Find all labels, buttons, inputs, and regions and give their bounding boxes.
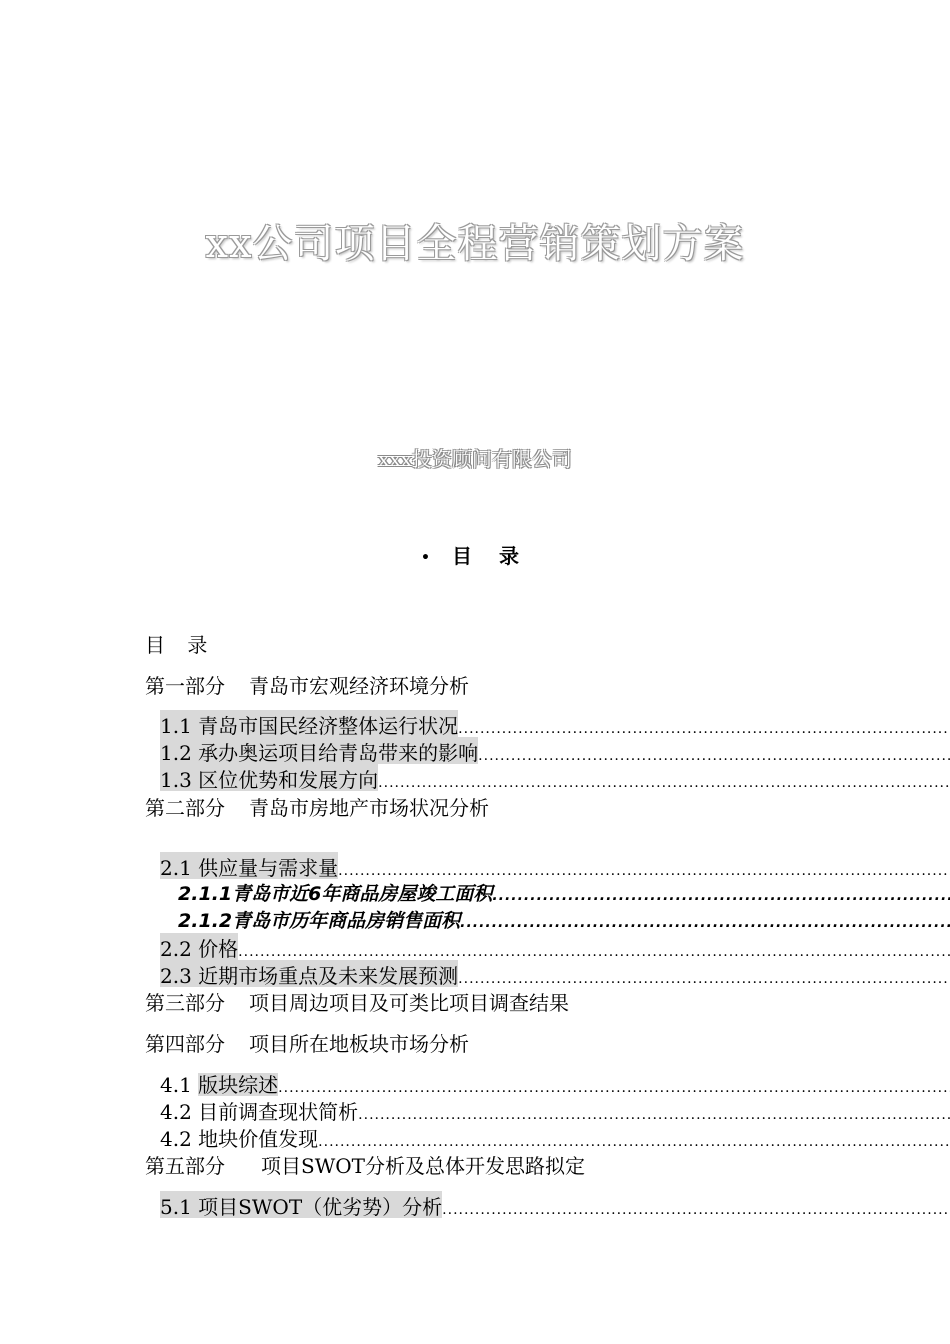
entry-title: 近期市场重点及未来发展预测 — [198, 964, 459, 987]
toc-entry[interactable] — [160, 1096, 950, 1123]
toc-label: 目 录 — [145, 633, 216, 657]
toc-entry[interactable] — [178, 906, 950, 933]
dot-leader — [458, 721, 950, 737]
part-title: 项目SWOT分析及总体开发思路拟定 — [261, 1154, 585, 1178]
dot-leader — [318, 1134, 950, 1150]
part-title: 项目周边项目及可类比项目调查结果 — [249, 991, 569, 1015]
entry-title: 青岛市历年商品房销售面积 — [232, 910, 461, 932]
part-number: 第一部分 — [145, 674, 225, 698]
part-number: 第二部分 — [145, 796, 225, 820]
entry-number: 2.2 — [160, 937, 192, 960]
part-number: 第五部分 — [145, 1154, 225, 1178]
entry-number: 2.3 — [160, 964, 192, 987]
entry-number: 1.2 — [160, 741, 192, 764]
toc-entry[interactable] — [160, 1069, 950, 1096]
document-title: xx公司项目全程营销策划方案 — [205, 221, 745, 267]
entry-title: 地块价值发现 — [198, 1127, 319, 1150]
toc-entry[interactable] — [160, 933, 950, 960]
dot-leader — [358, 1107, 950, 1123]
toc-entry[interactable] — [160, 737, 950, 764]
dot-leader — [492, 888, 950, 904]
toc-entry[interactable] — [178, 879, 950, 906]
dot-leader — [442, 1202, 950, 1218]
entry-number: 4.2 — [160, 1127, 192, 1150]
entry-title: 区位优势和发展方向 — [198, 768, 379, 791]
toc-heading-text: 目 录 — [451, 544, 529, 568]
toc-entry[interactable] — [160, 1191, 950, 1218]
dot-leader — [478, 748, 950, 764]
part-title: 青岛市房地产市场状况分析 — [249, 796, 489, 820]
entry-number: 2.1.2 — [178, 910, 233, 932]
entry-title: 青岛市国民经济整体运行状况 — [198, 714, 459, 737]
toc-part[interactable] — [145, 987, 569, 1016]
entry-title: 供应量与需求量 — [198, 856, 339, 879]
dot-leader — [460, 915, 950, 931]
entry-title: 项目SWOT（优劣势）分析 — [198, 1195, 443, 1218]
entry-number: 4.2 — [160, 1100, 192, 1123]
toc-part[interactable] — [145, 792, 489, 821]
entry-title: 承办奥运项目给青岛带来的影响 — [198, 741, 479, 764]
toc-heading — [0, 540, 950, 569]
toc-part[interactable] — [145, 670, 469, 699]
toc-part[interactable] — [145, 1150, 585, 1179]
toc-entry[interactable] — [160, 852, 950, 879]
entry-number: 2.1.1 — [178, 883, 233, 905]
part-number: 第四部分 — [145, 1032, 225, 1056]
bullet-icon: • — [421, 549, 430, 566]
dot-leader — [458, 971, 950, 987]
toc-entry[interactable] — [160, 1123, 950, 1150]
entry-number: 1.3 — [160, 768, 192, 791]
company-name: xxx投资顾问有限公司 — [378, 447, 572, 471]
dot-leader — [238, 944, 950, 960]
toc-entry[interactable] — [160, 960, 950, 987]
entry-number: 5.1 — [160, 1195, 192, 1218]
dot-leader — [278, 1080, 950, 1096]
part-title: 青岛市宏观经济环境分析 — [249, 674, 469, 698]
entry-number: 2.1 — [160, 856, 192, 879]
part-title: 项目所在地板块市场分析 — [249, 1032, 469, 1056]
entry-title: 价格 — [198, 937, 239, 960]
dot-leader — [338, 863, 950, 879]
toc-entry[interactable] — [160, 710, 950, 737]
entry-title: 目前调查现状简析 — [198, 1100, 359, 1123]
dot-leader — [378, 775, 950, 791]
entry-number: 4.1 — [160, 1073, 192, 1096]
entry-number: 1.1 — [160, 714, 192, 737]
entry-title: 版块综述 — [198, 1073, 279, 1096]
toc-part[interactable] — [145, 1028, 469, 1057]
toc-entry[interactable] — [160, 764, 950, 791]
part-number: 第三部分 — [145, 991, 225, 1015]
entry-title: 青岛市近6年商品房屋竣工面积 — [232, 883, 493, 905]
